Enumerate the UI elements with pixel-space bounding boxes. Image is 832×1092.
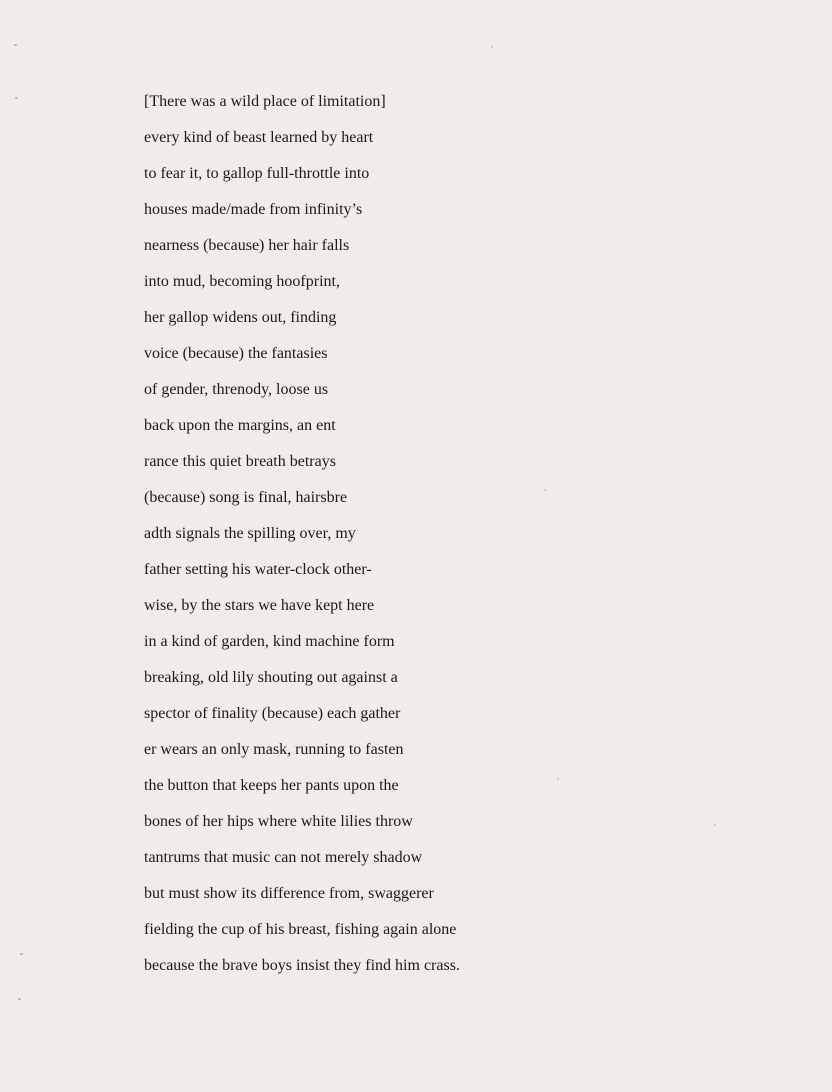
poem-text: [144, 91, 460, 991]
paper-speck: [714, 824, 716, 826]
poem-line: houses made/made from infinity’s: [144, 201, 363, 218]
poem-line: back upon the margins, an ent: [144, 417, 336, 434]
poem-line: every kind of beast learned by heart: [144, 129, 374, 146]
poem-line: to fear it, to gallop full-throttle into: [144, 165, 370, 182]
poem-line: fielding the cup of his breast, fishing again alone: [144, 921, 457, 938]
binder-hole-mark: [18, 998, 21, 1000]
poem-line: father setting his water-clock other-: [144, 561, 372, 578]
poem-line: [There was a wild place of limitation]: [144, 93, 386, 110]
poem-line: nearness (because) her hair falls: [144, 237, 350, 254]
poem-line: adth signals the spilling over, my: [144, 525, 356, 542]
paper-speck: [557, 778, 559, 780]
poem-line: in a kind of garden, kind machine form: [144, 633, 395, 650]
poem-line: but must show its difference from, swaggerer: [144, 885, 434, 902]
poem-line: voice (because) the fantasies: [144, 345, 328, 362]
paper-speck: [544, 489, 546, 491]
poem-line: into mud, becoming hoofprint,: [144, 273, 340, 290]
poem-line: her gallop widens out, finding: [144, 309, 337, 326]
binder-hole-mark: [14, 44, 17, 46]
poem-line: breaking, old lily shouting out against a: [144, 669, 398, 686]
binder-hole-mark: [20, 953, 23, 955]
poem-line: (because) song is final, hairsbre: [144, 489, 348, 506]
poem-line: rance this quiet breath betrays: [144, 453, 336, 470]
paper-speck: [491, 46, 493, 48]
poem-line: because the brave boys insist they find him crass.: [144, 957, 460, 974]
poem-line: the button that keeps her pants upon the: [144, 777, 399, 794]
poem-line: bones of her hips where white lilies throw: [144, 813, 413, 830]
poem-line: wise, by the stars we have kept here: [144, 597, 375, 614]
poem-line: tantrums that music can not merely shadow: [144, 849, 423, 866]
poem-line: spector of finality (because) each gather: [144, 705, 401, 722]
poem-line: of gender, threnody, loose us: [144, 381, 329, 398]
binder-hole-mark: [15, 97, 18, 99]
poem-line: er wears an only mask, running to fasten: [144, 741, 404, 758]
